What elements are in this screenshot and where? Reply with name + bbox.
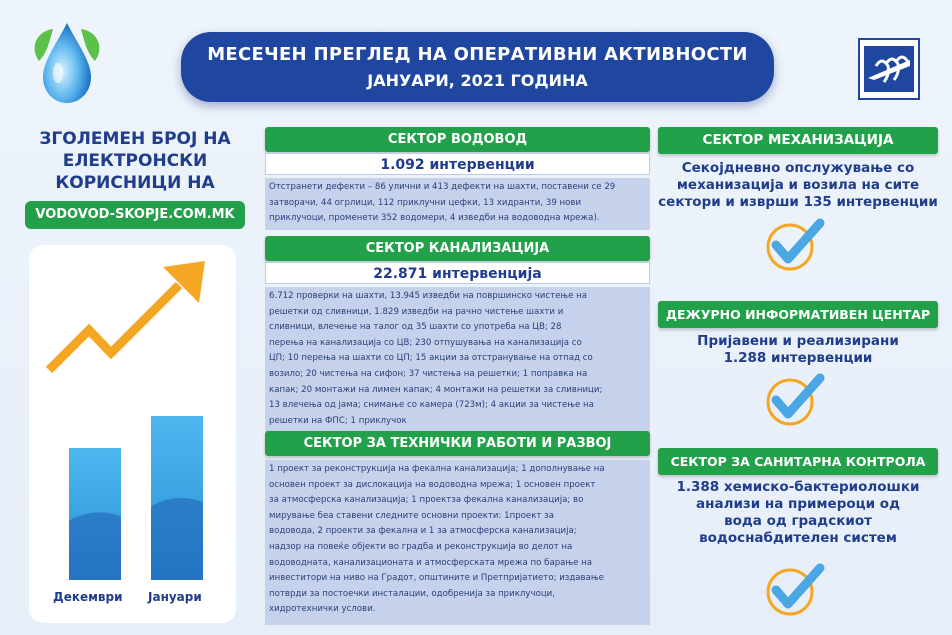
kanalizacija-line: решетки од сливници, 1.829 изведби на рачно чистење шахти и [269,306,564,317]
heading-line-3: КОРИСНИЦИ НА [55,173,215,193]
tehnicki-line: водовода, 2 проекти за фекална и 1 за атмосферска канализација; [269,526,577,537]
tehnicki-line: 1 проект за реконструкција на фекална канализација; 1 дополнување на [269,464,605,474]
check-mark-icon [760,560,830,620]
mehanizacija-line: механизација и возила на сите [676,177,920,193]
sanitarna-line: 1.388 хемиско-бактериолошки [676,479,920,495]
tehnicki-line: инвеститори на ниво на Градот, општините и Претпријатието; издавање [269,573,604,584]
dezurno-header: ДЕЖУРНО ИНФОРМАТИВЕН ЦЕНТАР [658,301,938,328]
page-title: МЕСЕЧЕН ПРЕГЛЕД НА ОПЕРАТИВНИ АКТИВНОСТИ [207,44,748,65]
kanalizacija-line: возило; 20 чистења на сифон; 37 чистења на решетки; 1 поправка на [269,368,588,379]
page-subtitle: ЈАНУАРИ, 2021 ГОДИНА [367,71,588,90]
vodovod-description [265,178,650,230]
x-label-december: Декември [53,590,123,604]
bar-wave-overlay [151,498,203,580]
kanalizacija-count: 22.871 интервенција [265,262,650,284]
tehnicki-line: водоводната, канализационата и атмосферската мрежа по барање на [269,557,593,568]
tehnicki-line: хидротехнички услови. [269,604,376,615]
vodovod-line: затворачи, 44 огрлици, 112 приклучни цефки, 13 хидранти, 39 нови [269,197,582,208]
heading-line-2: ЕЛЕКТРОНСКИ [62,151,208,171]
title-banner [181,32,774,102]
dezurno-text [655,333,941,367]
company-logo-icon [860,40,918,98]
check-mark-icon [760,370,830,430]
kanalizacija-line: 6.712 проверки на шахти, 13.945 изведби на површинско чистење на [269,291,588,301]
website-pill: VODOVOD-SKOPJE.COM.MK [25,201,245,229]
sanitarna-text [655,479,941,547]
tehnicki-line: потврди за постоечки инсталации, одобренија за приклучоци, [269,588,555,599]
dezurno-line: Пријавени и реализирани [697,333,899,349]
kanalizacija-line: перења на канализација со ЦВ; 230 отпушувања на канализација со [269,337,582,348]
vodovod-line: Отстранети дефекти – 86 улични и 413 дефекти на шахти, поставени се 29 [269,182,616,192]
heading-line-1: ЗГОЛЕМЕН БРОЈ НА [39,129,231,149]
sanitarna-header: СЕКТОР ЗА САНИТАРНА КОНТРОЛА [658,448,938,475]
sanitarna-line: водоснабдителен систем [699,530,897,546]
x-label-january: Јануари [148,590,202,604]
electronic-users-heading [20,128,250,194]
growth-arrow-line [49,285,179,370]
kanalizacija-line: ЦП; 10 перења на шахти со ЦП; 15 акции за отстранување на отпад со [269,353,593,364]
kanalizacija-line: решетки на ФПС; 1 приклучок [269,415,407,426]
sanitarna-line: вода од градскиот [724,513,872,529]
tehnicki-line: за атмосферска канализација; 1 проектза фекална канализација; во [269,495,584,506]
tehnicki-line: надзор на повеќе објекти во градба и реконструкција во делот на [269,541,573,552]
bar-wave-overlay [69,512,121,580]
tehnicki-header: СЕКТОР ЗА ТЕХНИЧКИ РАБОТИ И РАЗВОЈ [265,431,650,456]
tehnicki-line: мирување беа ставени следните основни проекти: 1проект за [269,510,554,521]
check-mark-icon [760,215,830,275]
kanalizacija-line: сливници, влечење на талог од 35 шахти со употреба на ЦВ; 28 [269,322,562,333]
mehanizacija-line: сектори и изврши 135 интервенции [658,194,938,210]
mehanizacija-line: Секојдневно опслужување со [681,160,915,176]
company-logo [858,38,920,100]
sanitarna-line: анализи на примероци од [696,496,900,512]
mehanizacija-text [655,160,941,211]
kanalizacija-line: 13 влечења од јама; снимање со камера (723м); 4 акции за чистење на [269,400,594,411]
kanalizacija-description [265,287,650,432]
dezurno-line: 1.288 интервенции [723,350,873,366]
kanalizacija-line: капак; 20 монтажи на лимен капак; 4 монтажи на решетки за сливници; [269,384,603,395]
tehnicki-line: основен проект за дислокација на водоводна мрежа; 1 основен проект [269,479,596,490]
users-chart-svg [29,245,236,623]
kanalizacija-header: СЕКТОР КАНАЛИЗАЦИЈА [265,236,650,261]
vodovod-header: СЕКТОР ВОДОВОД [265,127,650,152]
vodovod-count: 1.092 интервенции [265,153,650,175]
users-chart [29,245,236,623]
water-drop-logo-icon [27,17,107,109]
tehnicki-description [265,460,650,625]
mehanizacija-header: СЕКТОР МЕХАНИЗАЦИЈА [658,127,938,154]
vodovod-line: приклучоци, променети 352 водомери, 4 изведби на водоводна мрежа). [269,213,600,224]
